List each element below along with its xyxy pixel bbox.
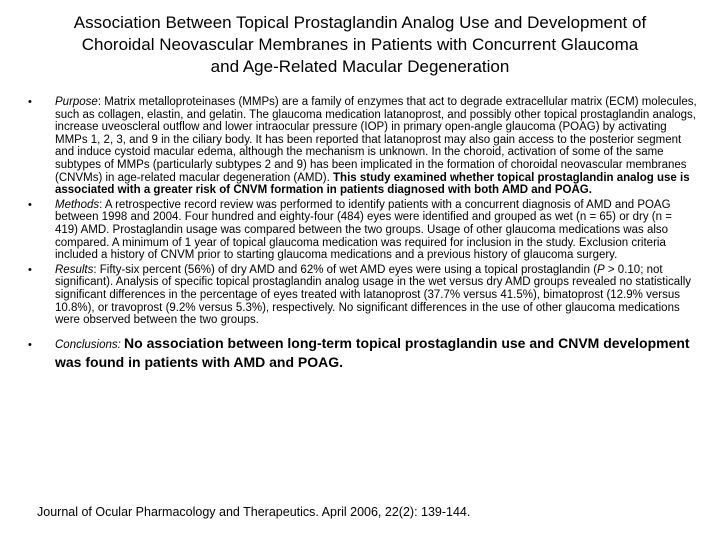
purpose-bold-text: This study examined whether topical prostaglandin analog use is associated with a greater risk of CNVM formation in patients diagnosed with both AMD and POAG. bbox=[55, 171, 690, 197]
methods-label: Methods bbox=[55, 198, 100, 211]
p-value-symbol: P bbox=[597, 263, 605, 276]
methods-text: : A retrospective record review was performed to identify patients with a concurrent diagnosis of AMD and POAG between 1998 and 2004. Four hundred and eighty-four (484) eyes were identified and grouped as wet (n = 65) or dry (n = 419) AMD. Prostaglandin usage was compared between the two groups. Usage of other glaucoma medications was also compared. A minimum of 1 year of topical glaucoma medication was required for inclusion in the study. Exclusion criteria included a history of CNVM prior to starting glaucoma medications and a previous history of glaucoma surgery. bbox=[55, 198, 672, 262]
purpose-text: : Matrix metalloproteinases (MMPs) are a family of enzymes that act to degrade extracellular matrix (ECM) molecules, such as collagen, elastin, and gelatin. The glaucoma medication latanoprost, and possibly other topical prostaglandin analogs, increase uveoscleral outflow and lower intraocular pressure (IOP) in primary open-angle glaucoma (POAG) by activating MMPs 1, 2, 3, and 9 in the ciliary body. It has been reported that latanoprost may also gain access to the posterior segment and induce cystoid macular edema, although the mechanism is unknown. In the choroid, activation of some of the same subtypes of MMPs (particularly subtypes 2 and 9) has been implicated in the formation of choroidal neovascular membranes (CNVMs) in age-related macular degeneration (AMD). bbox=[55, 96, 697, 184]
conclusions-label: Conclusions bbox=[55, 338, 118, 351]
abstract-bullet-list bbox=[28, 96, 698, 371]
results-label: Results bbox=[55, 263, 94, 276]
bullet-dot: • bbox=[28, 263, 32, 276]
bullet-dot: • bbox=[28, 198, 32, 211]
conclusions-colon: : bbox=[117, 338, 125, 351]
results-text-a: : Fifty-six percent (56%) of dry AMD and 62% of wet AMD eyes were using a topical prostaglandin ( bbox=[93, 263, 598, 276]
slide-title bbox=[40, 12, 680, 78]
bullet-dot: • bbox=[28, 338, 32, 351]
purpose-bullet bbox=[28, 96, 698, 197]
bullet-dot: • bbox=[28, 96, 32, 108]
journal-citation: Journal of Ocular Pharmacology and Therapeutics. April 2006, 22(2): 139-144. bbox=[37, 505, 471, 519]
title-line-3: and Age-Related Macular Degeneration bbox=[210, 57, 510, 76]
conclusions-bold-text: No association between long-term topical prostaglandin use and CNVM development was found in patients with AMD and POAG. bbox=[55, 334, 690, 370]
methods-bullet bbox=[28, 199, 698, 262]
title-line-1: Association Between Topical Prostaglandin Analog Use and Development of bbox=[73, 13, 647, 32]
results-bullet bbox=[28, 264, 698, 327]
purpose-label: Purpose bbox=[55, 96, 98, 108]
conclusions-bullet bbox=[28, 335, 698, 371]
title-line-2: Choroidal Neovascular Membranes in Patients with Concurrent Glaucoma bbox=[81, 35, 639, 54]
results-text-b: > 0.10; not significant). Analysis of specific topical prostaglandin analog usage in the wet versus dry AMD groups revealed no statistically significant differences in the percentage of eyes treated with latanoprost (37.7% versus 41.5%), bimatoprost (12.9% versus 10.8%), or travoprost (9.2% versus 5.3%), respectively. No significant differences in the use of other glaucoma medications were observed between the two groups. bbox=[55, 263, 692, 327]
